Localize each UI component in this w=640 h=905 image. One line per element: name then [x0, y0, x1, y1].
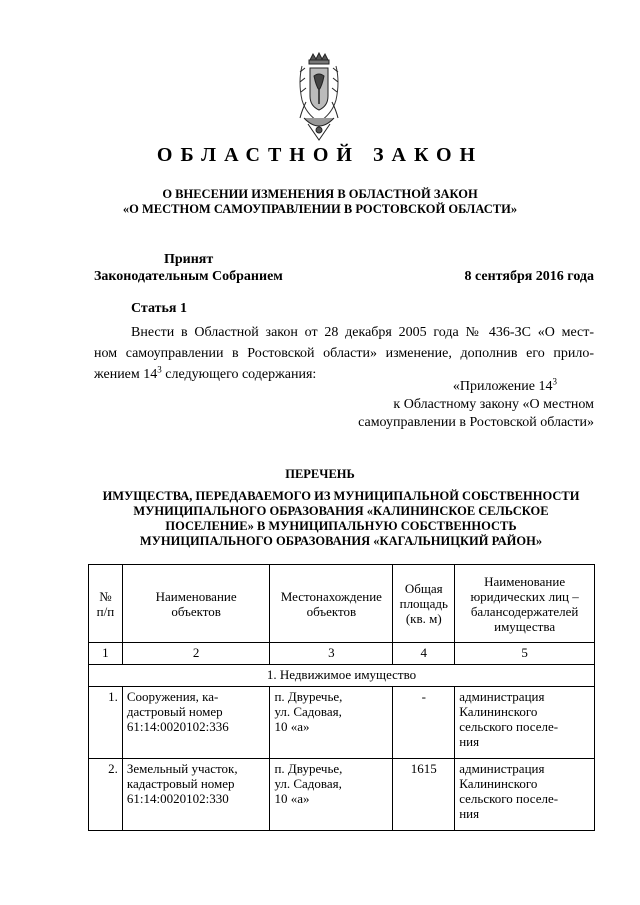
article-text: [94, 322, 594, 385]
table-row: [89, 759, 595, 831]
adopted-label: Принят: [164, 252, 214, 267]
object-location: п. Двуречье, ул. Садовая, 10 «а»: [270, 687, 393, 759]
balance-holder: администрация Калининского сельского поселе- ния: [455, 687, 595, 759]
adopting-body: Законодательным Собранием: [94, 269, 283, 284]
object-name: Земельный участок, кадастровый номер 61:14:0020102:330: [122, 759, 270, 831]
header-cell: Местонахождение объектов: [270, 565, 393, 643]
object-location: п. Двуречье, ул. Садовая, 10 «а»: [270, 759, 393, 831]
table-section-row: [89, 665, 595, 687]
object-name: Сооружения, ка- дастровый номер 61:14:0020102:336: [122, 687, 270, 759]
adoption-block: [94, 251, 594, 285]
table-number-row: [89, 643, 595, 665]
article-heading: Статья 1: [131, 301, 187, 316]
section-heading: 1. Недвижимое имущество: [89, 665, 595, 687]
header-cell: Наименование юридических лиц – балансодержателей имущества: [455, 565, 595, 643]
article-line: ном самоуправлении в Ростовской области» изменение, дополнив его прило-: [94, 346, 594, 361]
header-cell: Общая площадь (кв. м): [393, 565, 455, 643]
header-cell: Наименование объектов: [122, 565, 270, 643]
coat-of-arms-icon: [296, 52, 342, 144]
table-header-row: [89, 565, 595, 643]
property-table: [88, 564, 595, 831]
column-number: 5: [455, 643, 595, 665]
appendix-line: к Областному закону «О местном: [393, 397, 594, 412]
column-number: 1: [89, 643, 123, 665]
document-subtitle: [60, 187, 580, 217]
appendix-reference: [300, 378, 594, 432]
header-cell: № п/п: [89, 565, 123, 643]
row-number: 1.: [89, 687, 123, 759]
article-line: Внести в Областной закон от 28 декабря 2005 года № 436-ЗС «О мест-: [131, 325, 594, 340]
column-number: 2: [122, 643, 270, 665]
column-number: 4: [393, 643, 455, 665]
balance-holder: администрация Калининского сельского поселе- ния: [455, 759, 595, 831]
subtitle-line: «О МЕСТНОМ САМОУПРАВЛЕНИИ В РОСТОВСКОЙ ОБЛАСТИ»: [122, 202, 518, 216]
subtitle-line: О ВНЕСЕНИИ ИЗМЕНЕНИЯ В ОБЛАСТНОЙ ЗАКОН: [162, 187, 478, 201]
list-title: ПЕРЕЧЕНЬ: [285, 467, 355, 481]
list-subtitle: ИМУЩЕСТВА, ПЕРЕДАВАЕМОГО ИЗ МУНИЦИПАЛЬНОЙ СОБСТВЕННОСТИ МУНИЦИПАЛЬНОГО ОБРАЗОВАНИЯ «КАЛИНИНСКОЕ СЕЛЬСКОЕ ПОСЕЛЕНИЕ» В МУНИЦИПАЛЬНУЮ СОБСТВЕННОСТЬ МУНИЦИПАЛЬНОГО ОБРАЗОВАНИЯ «КАГАЛЬНИЦКИЙ РАЙОН»: [102, 489, 580, 548]
adoption-date: 8 сентября 2016 года: [464, 269, 594, 284]
row-number: 2.: [89, 759, 123, 831]
table-row: [89, 687, 595, 759]
column-number: 3: [270, 643, 393, 665]
article-line: жением $14^3$ следующего содержания:: [94, 364, 317, 382]
document-title: ОБЛАСТНОЙ ЗАКОН: [156, 144, 484, 166]
appendix-line: самоуправлении в Ростовской области»: [358, 415, 594, 430]
object-area: -: [393, 687, 455, 759]
object-area: 1615: [393, 759, 455, 831]
appendix-title: «Приложение $14^3$: [452, 376, 557, 394]
